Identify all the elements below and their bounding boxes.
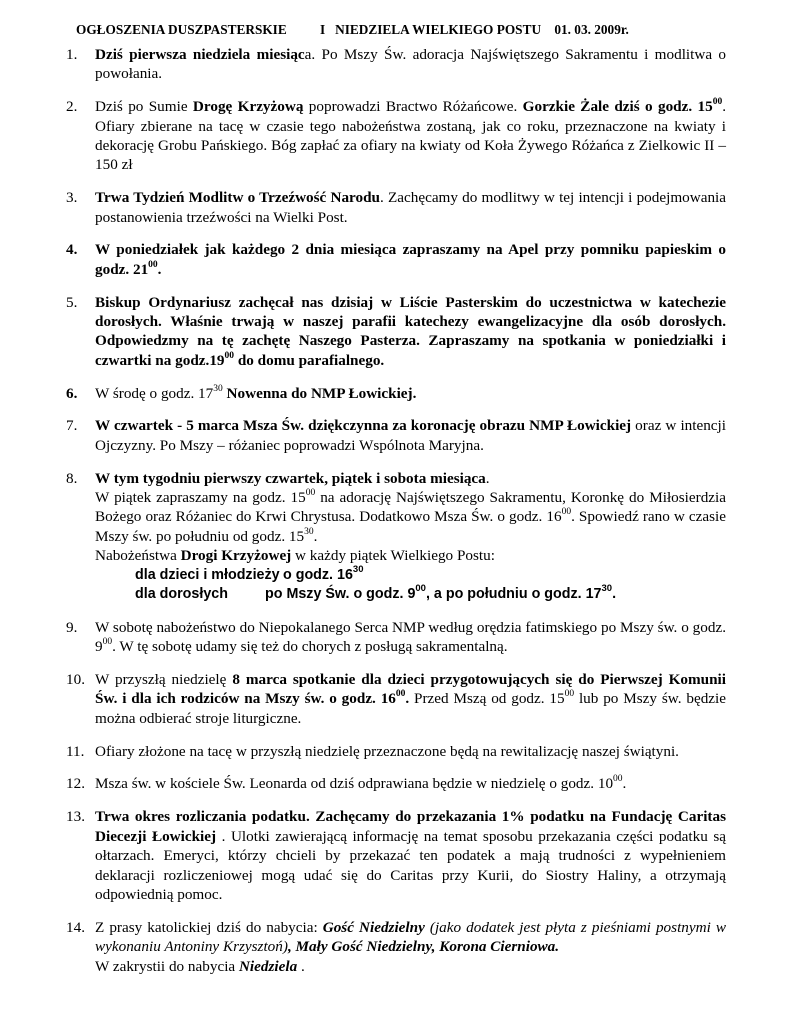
item-text: Ofiary złożone na tacę w przyszłą niedzielę przeznaczone będą na rewitalizację naszej świątyni. [95, 742, 679, 760]
item-text: Z prasy katolickiej dziś do nabycia: [95, 918, 323, 936]
list-item [66, 670, 726, 728]
item-number: 14. [66, 918, 85, 936]
list-item [66, 774, 726, 793]
list-item [66, 742, 726, 761]
announcement-list [66, 45, 726, 989]
item-text: Dziś po Sumie [95, 98, 193, 116]
time-superscript: 00 [224, 350, 235, 361]
item-text: w każdy piątek Wielkiego Postu: [291, 547, 495, 565]
item-text: . Spowiedź rano w czasie Mszy św. po południu od godz. 15 [95, 508, 727, 545]
page-header [76, 22, 751, 38]
list-item [66, 293, 726, 371]
schedule-time: . [612, 586, 617, 603]
item-text-bold-italic: Niedziela [238, 957, 298, 975]
item-text-bold: Drogi Krzyżowej [180, 547, 292, 565]
item-text: . [297, 957, 305, 975]
list-item [66, 240, 726, 279]
schedule-label: dla dorosłych [135, 586, 228, 603]
list-item [66, 918, 726, 976]
time-superscript: 00 [561, 507, 572, 518]
item-text: W przyszłą niedzielę [95, 671, 233, 689]
list-item [66, 469, 726, 605]
item-number: 6. [66, 384, 78, 402]
time-superscript: 00 [395, 689, 406, 700]
schedule-time: o godz. 16 [283, 566, 353, 583]
item-text-bold: Dziś pierwsza niedziela miesiąc [95, 46, 305, 63]
list-item [66, 618, 726, 657]
item-text: Przed Mszą od godz. 15 [409, 690, 565, 708]
item-text-bold: Biskup Ordynariusz zachęcał nas dzisiaj w Liście Pasterskim do uczestnictwa w katechezie dorosłych. Właśnie trwają w naszej parafii katechezy ewangelizacyjne dla osób dorosłych. Odpowiedzmy na tę zachętę Naszego Pasterza. Zapraszamy na spotkania w poniedziałki i czwartki na godz.19 [95, 293, 726, 369]
item-text-bold: Gorzkie Żale dziś o godz. 15 [522, 98, 713, 116]
time-superscript: 00 [564, 689, 575, 700]
item-number: 1. [66, 46, 78, 63]
header-sunday: I NIEDZIELA WIELKIEGO POSTU [319, 22, 542, 37]
item-text-bold: do domu parafialnego. [234, 351, 385, 369]
item-text-bold: Trwa Tydzień Modlitw o Trzeźwość Narodu [95, 189, 380, 207]
item-number: 13. [66, 808, 85, 826]
item-text: W zakrystii do nabycia [95, 957, 239, 975]
item-text: W piątek zapraszamy na godz. 15 [95, 489, 306, 507]
item-text-bold: 8 marca spotkanie dla dzieci przygotowujących się do Pierwszej Komunii Św. i dla ich rodziców na Mszy św. o godz. 16 [95, 671, 726, 708]
list-item [66, 807, 726, 904]
item-number: 5. [66, 293, 78, 311]
item-text-bold: W czwartek - 5 marca Msza Św. dziękczynna za koronację obrazu NMP Łowickiej [95, 417, 632, 435]
item-number: 8. [66, 469, 78, 487]
schedule-row-children [95, 563, 726, 585]
time-superscript: 30 [352, 563, 364, 575]
item-text: lub po Mszy św. będzie można odbierać stroje liturgiczne. [95, 690, 726, 727]
item-text-bold-italic: , Mały Gość Niedzielny, Korona Cierniowa. [287, 938, 560, 956]
header-date: 01. 03. 2009r. [554, 22, 629, 37]
time-superscript: 30 [601, 583, 613, 595]
item-text-bold: . [157, 260, 162, 278]
item-text: . [313, 527, 318, 545]
item-text-bold: Nowenna do NMP Łowickiej. [222, 384, 417, 402]
item-text: . Zachęcamy do modlitwy w tej intencji i podejmowania postanowienia trzeźwości na Wielki Post. [95, 189, 726, 226]
item-text: Nabożeństwa [95, 547, 181, 565]
schedule-row-adults [95, 585, 726, 604]
item-text: poprowadzi Bractwo Różańcowe. [303, 98, 523, 116]
schedule-label: dla dzieci i młodzieży [135, 566, 280, 583]
item-number: 11. [66, 742, 85, 760]
item-text-italic: (jako dodatek jest płyta z pieśniami postnymi w wykonaniu Antoniny Krzysztoń) [95, 918, 726, 956]
item-text: . Ofiary zbierane na tacę w czasie tego nabożeństwa zostaną, jak co roku, przeznaczone na kwiaty i dekorację Grobu Pańskiego. Bóg zapłać za ofiary na kwiaty od Koła Żywego Różańca z Zielkowic II – 150 zł [95, 98, 726, 174]
item-number: 3. [66, 189, 78, 207]
item-text-bold-italic: Gość Niedzielny [322, 918, 425, 936]
list-item [66, 45, 726, 84]
list-item [66, 384, 726, 403]
item-text: oraz w intencji Ojczyzny. Po Mszy – różaniec poprowadzi Wspólnota Maryjna. [95, 417, 726, 454]
item-text: W sobotę nabożeństwo do Niepokalanego Serca NMP według orędzia fatimskiego po Mszy św. o godz. 9 [95, 618, 726, 656]
item-number: 2. [66, 98, 78, 116]
time-superscript: 00 [102, 637, 113, 648]
item-text: na adorację Najświętszego Sakramentu, Koronkę do Miłosierdzia Bożego oraz Różaniec do Krwi Chrystusa. Dodatkowo Msza Św. o godz. 16 [95, 489, 726, 526]
item-number: 7. [66, 417, 78, 435]
item-number: 12. [66, 775, 85, 793]
item-text: . [622, 775, 627, 793]
item-text-bold: Drogę Krzyżową [192, 98, 304, 116]
item-text: a. Po Mszy Św. adoracja Najświętszego Sakramentu i modlitwa o powołania. [95, 46, 726, 83]
item-text-bold: . [405, 690, 410, 708]
list-item [66, 97, 726, 175]
item-text-bold: W tym tygodniu pierwszy czwartek, piątek i sobota miesiąca [95, 469, 486, 487]
item-text-bold: Trwa okres rozliczania podatku. Zachęcamy do przekazania 1% podatku na Fundację Caritas Diecezji Łowickiej [95, 808, 726, 845]
item-text: . Ulotki zawierającą informację na temat sposobu przekazania części podatku są ołtarzach. Emeryci, którzy chcieli by przekazać ten podatek a mają trudności z wypełnieniem deklaracji rozliczeniowej mogą udać się do Caritas przy Kurii, do Siostry Haliny, a otrzymają odpowiednią pomoc. [95, 827, 726, 903]
time-superscript: 00 [712, 97, 723, 108]
item-text: . W tę sobotę udamy się też do chorych z posługą sakramentalną. [112, 638, 508, 656]
item-number: 10. [66, 671, 85, 689]
time-superscript: 30 [304, 526, 314, 537]
item-text: . [485, 469, 490, 487]
time-superscript: 30 [213, 383, 223, 394]
schedule-time: , a po południu o godz. 17 [425, 586, 602, 603]
item-text: W środę o godz. 17 [95, 384, 214, 402]
item-number: 9. [66, 618, 78, 636]
list-item [66, 416, 726, 455]
item-number: 4. [66, 241, 78, 259]
time-superscript: 00 [305, 487, 316, 498]
time-superscript: 00 [148, 259, 158, 270]
item-text: Msza św. w kościele Św. Leonarda od dziś odprawiana będzie w niedzielę o godz. 10 [95, 775, 614, 793]
time-superscript: 00 [415, 583, 426, 595]
list-item [66, 188, 726, 227]
schedule-time: po Mszy Św. o godz. 9 [265, 586, 416, 603]
header-title: OGŁOSZENIA DUSZPASTERSKIE [76, 22, 287, 37]
time-superscript: 00 [613, 774, 623, 785]
item-text-bold: W poniedziałek jak każdego 2 dnia miesiąca zapraszamy na Apel przy pomniku papieskim o godz. 21 [95, 241, 726, 278]
